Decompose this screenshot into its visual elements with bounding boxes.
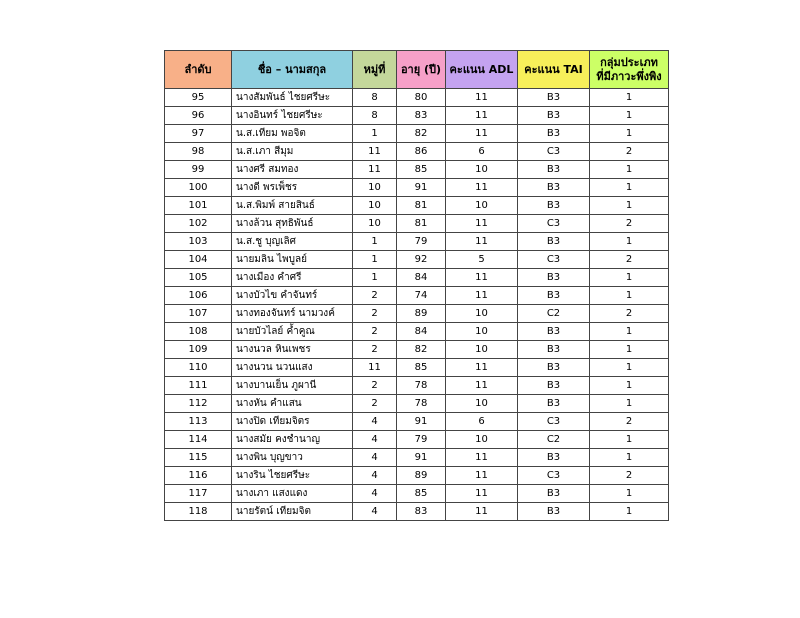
cell-age: 79 xyxy=(397,431,446,449)
cell-village: 8 xyxy=(353,89,397,107)
cell-order: 96 xyxy=(165,107,232,125)
cell-village: 4 xyxy=(353,485,397,503)
cell-adl-score: 11 xyxy=(446,89,518,107)
cell-order: 107 xyxy=(165,305,232,323)
cell-adl-score: 10 xyxy=(446,161,518,179)
cell-dependency-group: 2 xyxy=(590,413,669,431)
header-village: หมู่ที่ xyxy=(353,51,397,89)
cell-tai-score: B3 xyxy=(518,359,590,377)
cell-order: 99 xyxy=(165,161,232,179)
cell-dependency-group: 1 xyxy=(590,269,669,287)
cell-age: 74 xyxy=(397,287,446,305)
cell-age: 91 xyxy=(397,179,446,197)
cell-tai-score: C3 xyxy=(518,143,590,161)
cell-dependency-group: 1 xyxy=(590,233,669,251)
cell-dependency-group: 1 xyxy=(590,323,669,341)
cell-name: นางริน ไชยศรีษะ xyxy=(232,467,353,485)
cell-order: 98 xyxy=(165,143,232,161)
cell-dependency-group: 1 xyxy=(590,287,669,305)
cell-tai-score: B3 xyxy=(518,197,590,215)
cell-age: 81 xyxy=(397,197,446,215)
cell-tai-score: C2 xyxy=(518,305,590,323)
table-row xyxy=(165,503,669,521)
cell-adl-score: 11 xyxy=(446,233,518,251)
cell-tai-score: B3 xyxy=(518,449,590,467)
cell-tai-score: B3 xyxy=(518,287,590,305)
cell-tai-score: B3 xyxy=(518,395,590,413)
cell-adl-score: 6 xyxy=(446,143,518,161)
cell-age: 82 xyxy=(397,341,446,359)
cell-age: 85 xyxy=(397,161,446,179)
cell-age: 89 xyxy=(397,467,446,485)
cell-village: 1 xyxy=(353,251,397,269)
table-row xyxy=(165,233,669,251)
cell-tai-score: B3 xyxy=(518,233,590,251)
table-row xyxy=(165,107,669,125)
table-row xyxy=(165,485,669,503)
cell-age: 83 xyxy=(397,503,446,521)
cell-dependency-group: 1 xyxy=(590,503,669,521)
cell-tai-score: B3 xyxy=(518,269,590,287)
cell-tai-score: B3 xyxy=(518,377,590,395)
cell-order: 97 xyxy=(165,125,232,143)
cell-adl-score: 11 xyxy=(446,449,518,467)
header-adl-score: คะแนน ADL xyxy=(446,51,518,89)
cell-village: 1 xyxy=(353,233,397,251)
cell-dependency-group: 2 xyxy=(590,305,669,323)
header-group-line2: ที่มีภาวะพึ่งพิง xyxy=(596,69,662,83)
cell-age: 91 xyxy=(397,449,446,467)
cell-name: นางล้วน สุทธิพันธ์ xyxy=(232,215,353,233)
cell-adl-score: 10 xyxy=(446,341,518,359)
cell-order: 100 xyxy=(165,179,232,197)
cell-age: 85 xyxy=(397,485,446,503)
cell-age: 92 xyxy=(397,251,446,269)
cell-age: 80 xyxy=(397,89,446,107)
cell-dependency-group: 2 xyxy=(590,215,669,233)
cell-village: 11 xyxy=(353,143,397,161)
cell-dependency-group: 2 xyxy=(590,467,669,485)
cell-dependency-group: 1 xyxy=(590,359,669,377)
cell-name: น.ส.เภา สีมุม xyxy=(232,143,353,161)
header-row xyxy=(165,51,669,89)
cell-tai-score: B3 xyxy=(518,125,590,143)
cell-adl-score: 10 xyxy=(446,431,518,449)
cell-order: 116 xyxy=(165,467,232,485)
table-row xyxy=(165,143,669,161)
cell-dependency-group: 1 xyxy=(590,161,669,179)
cell-adl-score: 11 xyxy=(446,503,518,521)
cell-adl-score: 11 xyxy=(446,287,518,305)
cell-tai-score: C3 xyxy=(518,413,590,431)
cell-adl-score: 6 xyxy=(446,413,518,431)
cell-order: 115 xyxy=(165,449,232,467)
cell-order: 106 xyxy=(165,287,232,305)
cell-tai-score: C3 xyxy=(518,215,590,233)
cell-tai-score: B3 xyxy=(518,161,590,179)
cell-dependency-group: 1 xyxy=(590,485,669,503)
table-body xyxy=(165,89,669,521)
cell-order: 102 xyxy=(165,215,232,233)
table-row xyxy=(165,377,669,395)
cell-adl-score: 11 xyxy=(446,467,518,485)
table-row xyxy=(165,215,669,233)
cell-tai-score: C3 xyxy=(518,467,590,485)
cell-tai-score: B3 xyxy=(518,89,590,107)
cell-tai-score: B3 xyxy=(518,485,590,503)
table-row xyxy=(165,269,669,287)
cell-age: 78 xyxy=(397,377,446,395)
cell-order: 103 xyxy=(165,233,232,251)
table-row xyxy=(165,179,669,197)
cell-name: น.ส.ชู บุญเลิศ xyxy=(232,233,353,251)
dependency-table xyxy=(164,50,669,521)
cell-adl-score: 10 xyxy=(446,395,518,413)
cell-order: 110 xyxy=(165,359,232,377)
cell-village: 10 xyxy=(353,179,397,197)
cell-name: นางเมือง คำศรี xyxy=(232,269,353,287)
cell-name: น.ส.เทียม พอจิต xyxy=(232,125,353,143)
header-dependency-group xyxy=(590,51,669,89)
cell-order: 111 xyxy=(165,377,232,395)
cell-name: นายบัวไลย์ ค้ำคูณ xyxy=(232,323,353,341)
table-row xyxy=(165,467,669,485)
cell-adl-score: 11 xyxy=(446,377,518,395)
cell-name: นางบัวไข คำจันทร์ xyxy=(232,287,353,305)
header-order: ลำดับ xyxy=(165,51,232,89)
cell-name: นายมลิน ไพบูลย์ xyxy=(232,251,353,269)
cell-order: 109 xyxy=(165,341,232,359)
cell-age: 79 xyxy=(397,233,446,251)
cell-name: นางบานเย็น ภูผานี xyxy=(232,377,353,395)
cell-name: นางนวน นวนแสง xyxy=(232,359,353,377)
cell-age: 83 xyxy=(397,107,446,125)
cell-village: 4 xyxy=(353,413,397,431)
cell-age: 86 xyxy=(397,143,446,161)
cell-dependency-group: 1 xyxy=(590,89,669,107)
cell-order: 104 xyxy=(165,251,232,269)
cell-dependency-group: 1 xyxy=(590,197,669,215)
cell-village: 2 xyxy=(353,377,397,395)
table-row xyxy=(165,161,669,179)
cell-tai-score: B3 xyxy=(518,323,590,341)
cell-adl-score: 10 xyxy=(446,197,518,215)
header-age: อายุ (ปี) xyxy=(397,51,446,89)
cell-tai-score: C3 xyxy=(518,251,590,269)
table-row xyxy=(165,323,669,341)
cell-order: 108 xyxy=(165,323,232,341)
cell-dependency-group: 1 xyxy=(590,377,669,395)
cell-name: นางสัมพันธ์ ไชยศรีษะ xyxy=(232,89,353,107)
table-row xyxy=(165,431,669,449)
cell-name: นางดี พรเพ็ชร xyxy=(232,179,353,197)
cell-name: นางศรี สมทอง xyxy=(232,161,353,179)
cell-name: นางอินทร์ ไชยศรีษะ xyxy=(232,107,353,125)
cell-order: 95 xyxy=(165,89,232,107)
cell-dependency-group: 2 xyxy=(590,251,669,269)
cell-village: 10 xyxy=(353,215,397,233)
table-row xyxy=(165,251,669,269)
cell-village: 2 xyxy=(353,341,397,359)
cell-village: 11 xyxy=(353,161,397,179)
cell-village: 10 xyxy=(353,197,397,215)
cell-adl-score: 11 xyxy=(446,485,518,503)
cell-tai-score: B3 xyxy=(518,179,590,197)
cell-dependency-group: 1 xyxy=(590,395,669,413)
cell-adl-score: 11 xyxy=(446,269,518,287)
cell-adl-score: 11 xyxy=(446,107,518,125)
cell-adl-score: 11 xyxy=(446,125,518,143)
cell-name: นางสมัย คงชำนาญ xyxy=(232,431,353,449)
cell-order: 113 xyxy=(165,413,232,431)
cell-name: นายรัตน์ เทียมจิต xyxy=(232,503,353,521)
cell-village: 4 xyxy=(353,503,397,521)
cell-tai-score: B3 xyxy=(518,107,590,125)
cell-adl-score: 11 xyxy=(446,215,518,233)
cell-village: 4 xyxy=(353,449,397,467)
table-row xyxy=(165,89,669,107)
elderly-dependency-sheet xyxy=(164,50,669,521)
header-group-line1: กลุ่มประเภท xyxy=(600,55,658,69)
cell-village: 2 xyxy=(353,395,397,413)
table-row xyxy=(165,287,669,305)
table-row xyxy=(165,449,669,467)
cell-order: 118 xyxy=(165,503,232,521)
cell-age: 84 xyxy=(397,323,446,341)
cell-dependency-group: 1 xyxy=(590,179,669,197)
cell-dependency-group: 2 xyxy=(590,143,669,161)
table-row xyxy=(165,395,669,413)
cell-order: 114 xyxy=(165,431,232,449)
cell-adl-score: 11 xyxy=(446,179,518,197)
cell-dependency-group: 1 xyxy=(590,431,669,449)
cell-village: 11 xyxy=(353,359,397,377)
table-row xyxy=(165,413,669,431)
cell-adl-score: 11 xyxy=(446,359,518,377)
cell-age: 78 xyxy=(397,395,446,413)
cell-dependency-group: 1 xyxy=(590,449,669,467)
cell-age: 89 xyxy=(397,305,446,323)
cell-order: 105 xyxy=(165,269,232,287)
cell-dependency-group: 1 xyxy=(590,125,669,143)
cell-village: 4 xyxy=(353,467,397,485)
cell-order: 112 xyxy=(165,395,232,413)
cell-name: นางทองจันทร์ นามวงค์ xyxy=(232,305,353,323)
cell-order: 101 xyxy=(165,197,232,215)
header-name: ชื่อ – นามสกุล xyxy=(232,51,353,89)
cell-village: 2 xyxy=(353,305,397,323)
cell-name: นางหัน คำแสน xyxy=(232,395,353,413)
cell-name: นางนวล หินเพชร xyxy=(232,341,353,359)
cell-adl-score: 10 xyxy=(446,323,518,341)
cell-village: 2 xyxy=(353,323,397,341)
cell-village: 2 xyxy=(353,287,397,305)
cell-order: 117 xyxy=(165,485,232,503)
table-row xyxy=(165,359,669,377)
cell-age: 81 xyxy=(397,215,446,233)
cell-name: น.ส.พิมพ์ สายสินธ์ xyxy=(232,197,353,215)
cell-village: 4 xyxy=(353,431,397,449)
cell-age: 85 xyxy=(397,359,446,377)
cell-name: นางพิน บุญขาว xyxy=(232,449,353,467)
header-tai-score: คะแนน TAI xyxy=(518,51,590,89)
cell-dependency-group: 1 xyxy=(590,341,669,359)
cell-tai-score: B3 xyxy=(518,503,590,521)
cell-age: 84 xyxy=(397,269,446,287)
table-row xyxy=(165,341,669,359)
cell-village: 1 xyxy=(353,125,397,143)
cell-age: 91 xyxy=(397,413,446,431)
cell-dependency-group: 1 xyxy=(590,107,669,125)
cell-age: 82 xyxy=(397,125,446,143)
table-row xyxy=(165,305,669,323)
table-row xyxy=(165,125,669,143)
cell-tai-score: B3 xyxy=(518,341,590,359)
cell-adl-score: 10 xyxy=(446,305,518,323)
cell-village: 1 xyxy=(353,269,397,287)
cell-tai-score: C2 xyxy=(518,431,590,449)
cell-village: 8 xyxy=(353,107,397,125)
cell-adl-score: 5 xyxy=(446,251,518,269)
cell-name: นางเภา แสงแดง xyxy=(232,485,353,503)
cell-name: นางปิด เทียมจิตร xyxy=(232,413,353,431)
table-row xyxy=(165,197,669,215)
